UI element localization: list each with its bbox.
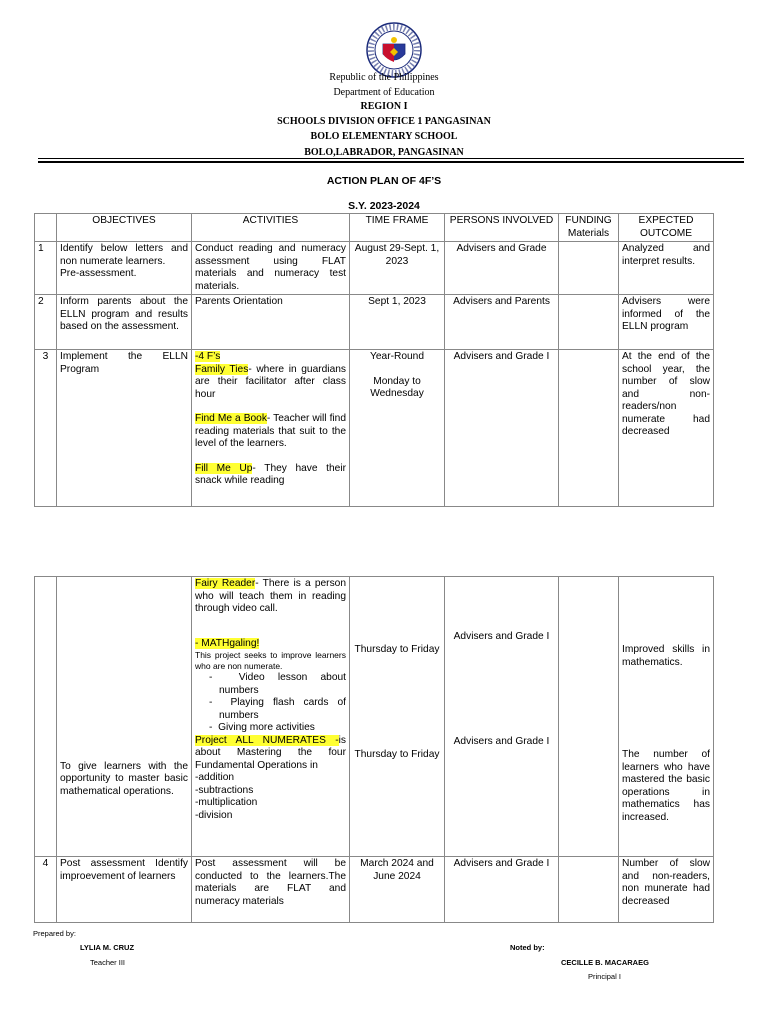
row-number: 2 [35,295,57,350]
activity-text: - Teacher will find reading materials that suit to the level of the learners. [195,413,346,449]
document-title: ACTION PLAN OF 4F’S [326,175,442,187]
col-header-persons-involved: PERSONS INVOLVED [445,214,559,242]
operation-item: -multiplication [195,797,258,808]
table-row [35,857,714,923]
activity-highlight: Fairy Reader [195,578,256,589]
list-item: - Playing flash cards of numbers [209,697,346,721]
operation-item: -addition [195,772,235,783]
time-frame-cell: Sept 1, 2023 [350,295,445,350]
funding-cell [559,242,619,295]
prepared-by-name: LYLIA M. CRUZ [80,943,135,952]
outcome-cell: Number of slow and non-readers, non munerate had decreased [619,857,714,923]
activity-paragraph [195,735,346,773]
time-frame-text: Year-Round [370,351,424,362]
activity-cell: Post assessment will be conducted to the learners.The materials are FLAT and numeracy materials [192,857,350,923]
activity-highlight: - MATHgaling! [195,637,260,649]
funding-cell [559,577,619,857]
col-header-activities: ACTIVITIES [192,214,350,242]
persons-cell [445,577,559,857]
activity-list [195,672,346,735]
time-frame-cell [350,350,445,507]
outcome-cell [619,577,714,857]
col-header-objectives: OBJECTIVES [57,214,192,242]
list-item: - Giving more activities [209,722,315,733]
activity-cell: Conduct reading and numeracy assessment using FLAT materials and numeracy test materials. [192,242,350,295]
outcome-text: The number of learners who have mastered the basic operations in mathematics has increased. [622,749,710,823]
deped-seal [366,22,422,78]
table-row [35,350,714,507]
activity-highlight: Find Me a Book [195,413,267,424]
col-header-time-frame: TIME FRAME [350,214,445,242]
objective-text: Identify below letters and non numerate learners. [60,243,188,267]
outcome-cell: At the end of the school year, the number of slow and non-readers/non numerate had decreased [619,350,714,507]
activity-description: This project seeks to improve learners who are non numerate. [195,650,346,671]
col-header-funding: FUNDING Materials [559,214,619,242]
operation-item: -subtractions [195,784,254,796]
persons-text: Advisers and Grade I [453,736,550,747]
objective-cell: Post assessment Identify improevement of learners [57,857,192,923]
persons-cell: Advisers and Grade I [445,857,559,923]
activity-text: is about Mastering the four Fundamental Operations in [195,734,346,771]
activity-highlight: -4 F’s [195,351,221,362]
noted-by-name: CECILLE B. MACARAEG [561,958,649,967]
action-plan-table-2 [34,576,714,923]
row-number [35,577,57,857]
table-row [35,242,714,295]
objective-cell: Inform parents about the ELLN program and results based on the assessment. [57,295,192,350]
activity-text: - There is a person who will teach them in reading through video call. [195,578,346,614]
header-address: BOLO,LABRADOR, PANGASINAN [304,147,464,158]
activity-cell [192,350,350,507]
time-frame-cell [350,577,445,857]
table-row [35,577,714,857]
list-item: - Video lesson about numbers [209,672,346,696]
persons-cell: Advisers and Parents [445,295,559,350]
activity-text: - where in guardians are their facilitator after class hour [195,363,346,400]
activity-highlight: Family Ties [195,363,249,375]
operation-item: -division [195,809,233,821]
time-frame-text: Monday to Wednesday [370,375,424,399]
activity-paragraph [195,638,346,651]
activity-highlight: Project ALL NUMERATES - [195,734,339,746]
activity-cell [192,577,350,857]
activity-paragraph [195,578,346,616]
noted-by-title: Principal I [588,972,621,981]
row-number: 1 [35,242,57,295]
time-frame-text: Thursday to Friday [354,644,440,655]
row-number: 3 [35,350,57,507]
prepared-by-title: Teacher III [90,958,126,967]
header-rule-bottom [38,161,744,163]
persons-cell: Advisers and Grade I [445,350,559,507]
activity-highlight: Fill Me Up [195,462,253,474]
outcome-text: Improved skills in mathematics. [622,644,710,668]
funding-cell [559,857,619,923]
objective-cell: To give learners with the opportunity to master basic mathematical operations. [57,577,192,857]
table-header-row [35,214,714,242]
action-plan-table-1 [34,213,714,507]
row-number: 4 [35,857,57,923]
time-frame-cell: March 2024 and June 2024 [350,857,445,923]
header-rule-top [38,158,744,159]
header-republic: Republic of the Philippines [329,72,439,83]
time-frame-text: Thursday to Friday [354,749,440,760]
time-frame-cell: August 29-Sept. 1, 2023 [350,242,445,295]
persons-cell: Advisers and Grade [445,242,559,295]
header-num-cell [35,214,57,242]
school-year: S.Y. 2023-2024 [348,200,420,212]
prepared-by-label: Prepared by: [33,929,76,938]
activity-cell: Parents Orientation [192,295,350,350]
funding-cell [559,295,619,350]
noted-by-label: Noted by: [510,943,545,952]
outcome-cell: Analyzed and interpret results. [619,242,714,295]
activity-text: - They have their snack while reading [195,462,346,486]
table-row [35,295,714,350]
header-school: BOLO ELEMENTARY SCHOOL [310,131,458,142]
persons-text: Advisers and Grade I [453,631,550,642]
funding-cell [559,350,619,507]
objective-cell [57,242,192,295]
header-department: Department of Education [333,87,435,98]
col-header-expected-outcome: EXPECTED OUTCOME [619,214,714,242]
objective-text-2: Pre-assessment. [60,268,137,279]
objective-cell: Implement the ELLN Program [57,350,192,507]
header-division: SCHOOLS DIVISION OFFICE 1 PANGASINAN [277,116,491,127]
header-region: REGION I [360,101,408,112]
outcome-cell: Advisers were informed of the ELLN program [619,295,714,350]
